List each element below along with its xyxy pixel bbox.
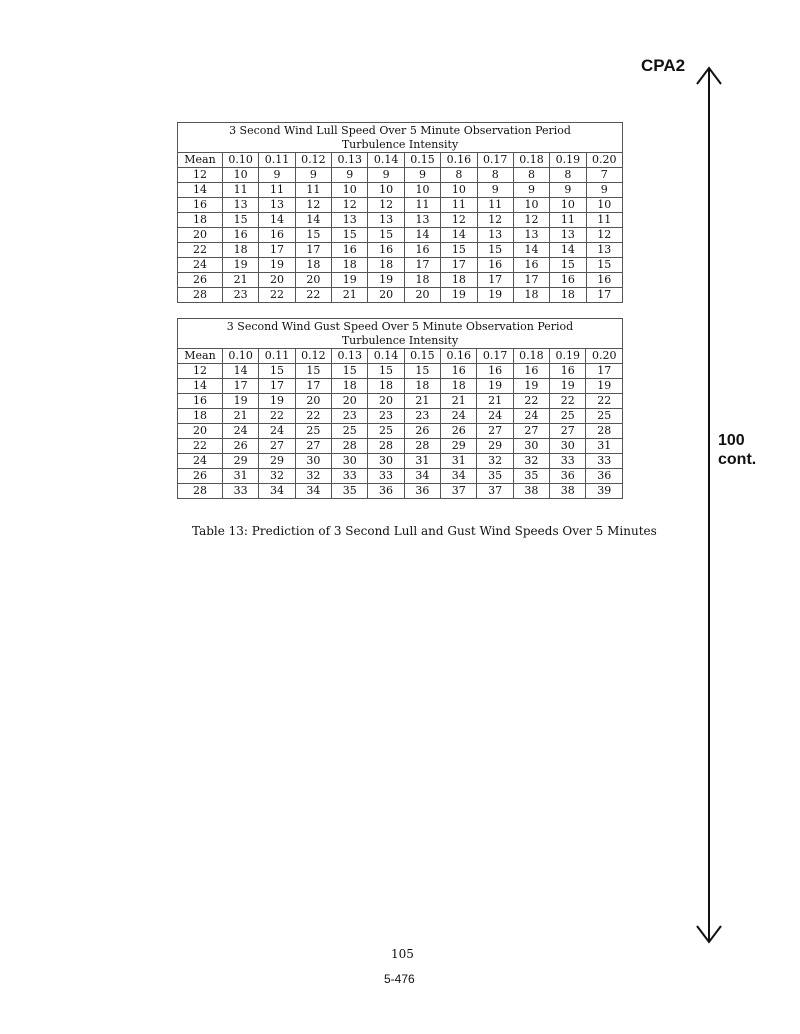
table-cell: 16 [223, 228, 259, 243]
table-cell: 8 [441, 168, 477, 183]
cpa-tag: CPA2 [641, 56, 686, 75]
table-cell: 35 [477, 469, 513, 484]
table-cell: 10 [404, 183, 440, 198]
table-cell: 10 [550, 198, 586, 213]
table-cell: 8 [513, 168, 549, 183]
table-cell: 12 [513, 213, 549, 228]
table-cell: 15 [477, 243, 513, 258]
gust-speed-table [177, 318, 623, 499]
table-cell: 33 [223, 484, 259, 499]
table-cell: 32 [513, 454, 549, 469]
table-cell: 20 [295, 394, 331, 409]
table-cell: 21 [223, 273, 259, 288]
mean-cell: 20 [178, 424, 223, 439]
table-cell: 13 [513, 228, 549, 243]
table-cell: 9 [513, 183, 549, 198]
table-cell: 16 [550, 273, 586, 288]
table-cell: 19 [477, 379, 513, 394]
table-cell: 9 [550, 183, 586, 198]
document-number: 5-476 [384, 972, 415, 986]
mean-cell: 14 [178, 379, 223, 394]
table-cell: 17 [586, 288, 622, 303]
table-cell: 17 [259, 379, 295, 394]
table-cell: 38 [513, 484, 549, 499]
table-cell: 24 [477, 409, 513, 424]
table-cell: 18 [404, 273, 440, 288]
table-cell: 30 [332, 454, 368, 469]
table-cell: 17 [295, 379, 331, 394]
table-cell: 18 [550, 288, 586, 303]
column-header: 0.16 [441, 349, 477, 364]
table-cell: 25 [295, 424, 331, 439]
table-cell: 34 [404, 469, 440, 484]
table-cell: 24 [513, 409, 549, 424]
table-cell: 18 [223, 243, 259, 258]
table-cell: 37 [441, 484, 477, 499]
table-cell: 26 [441, 424, 477, 439]
margin-note-line: cont. [718, 451, 757, 468]
table-cell: 31 [441, 454, 477, 469]
table-cell: 18 [332, 258, 368, 273]
table-cell: 15 [295, 228, 331, 243]
table-cell: 15 [332, 364, 368, 379]
table-cell: 36 [368, 484, 404, 499]
table-cell: 29 [223, 454, 259, 469]
table-cell: 14 [259, 213, 295, 228]
table-cell: 20 [259, 273, 295, 288]
table-cell: 36 [550, 469, 586, 484]
table-cell: 29 [477, 439, 513, 454]
table-cell: 19 [477, 288, 513, 303]
table-cell: 17 [404, 258, 440, 273]
table-row [178, 198, 623, 213]
table-row [178, 379, 623, 394]
column-header: 0.13 [332, 349, 368, 364]
table-cell: 34 [441, 469, 477, 484]
table-cell: 22 [295, 409, 331, 424]
column-header: 0.17 [477, 349, 513, 364]
column-header: 0.13 [332, 153, 368, 168]
table-cell: 14 [404, 228, 440, 243]
table-row [178, 168, 623, 183]
table-cell: 22 [295, 288, 331, 303]
table-cell: 33 [586, 454, 623, 469]
table-cell: 13 [259, 198, 295, 213]
table-cell: 20 [368, 288, 404, 303]
mean-cell: 24 [178, 454, 223, 469]
table-cell: 32 [259, 469, 295, 484]
table-cell: 9 [295, 168, 331, 183]
table-cell: 9 [332, 168, 368, 183]
table-cell: 12 [368, 198, 404, 213]
table-cell: 12 [332, 198, 368, 213]
table-cell: 16 [404, 243, 440, 258]
table-cell: 34 [295, 484, 331, 499]
table-row [178, 183, 623, 198]
table-cell: 16 [477, 364, 513, 379]
table-cell: 20 [295, 273, 331, 288]
table-cell: 9 [259, 168, 295, 183]
table-cell: 27 [513, 424, 549, 439]
table-cell: 35 [332, 484, 368, 499]
table-cell: 18 [332, 379, 368, 394]
table-cell: 22 [586, 394, 623, 409]
table-cell: 18 [295, 258, 331, 273]
table-row [178, 273, 623, 288]
double-arrow-icon [692, 62, 726, 948]
table-cell: 15 [295, 364, 331, 379]
table-cell: 11 [477, 198, 513, 213]
table-cell: 10 [223, 168, 259, 183]
table-cell: 9 [586, 183, 622, 198]
table-cell: 23 [332, 409, 368, 424]
column-header: 0.19 [550, 153, 586, 168]
table-cell: 14 [550, 243, 586, 258]
table-cell: 28 [586, 424, 623, 439]
table-cell: 11 [295, 183, 331, 198]
table-cell: 19 [513, 379, 549, 394]
table-cell: 23 [404, 409, 440, 424]
table-cell: 34 [259, 484, 295, 499]
table-cell: 31 [586, 439, 623, 454]
table-cell: 22 [259, 409, 295, 424]
table-subtitle: Turbulence Intensity [178, 334, 623, 349]
table-cell: 8 [477, 168, 513, 183]
table-cell: 15 [441, 243, 477, 258]
table-cell: 21 [332, 288, 368, 303]
table-row [178, 409, 623, 424]
mean-cell: 24 [178, 258, 223, 273]
table-row [178, 258, 623, 273]
table-cell: 13 [404, 213, 440, 228]
table-cell: 15 [368, 364, 404, 379]
table-cell: 11 [586, 213, 622, 228]
table-cell: 19 [441, 288, 477, 303]
table-cell: 11 [404, 198, 440, 213]
column-header: 0.11 [259, 349, 295, 364]
table-cell: 10 [368, 183, 404, 198]
table-cell: 13 [477, 228, 513, 243]
table-cell: 32 [477, 454, 513, 469]
table-cell: 15 [586, 258, 622, 273]
table-row [178, 424, 623, 439]
mean-cell: 12 [178, 364, 223, 379]
column-header: 0.12 [295, 153, 331, 168]
table-cell: 16 [477, 258, 513, 273]
table-cell: 17 [295, 243, 331, 258]
mean-cell: 12 [178, 168, 223, 183]
column-header: 0.14 [368, 153, 404, 168]
table-cell: 30 [368, 454, 404, 469]
mean-cell: 26 [178, 273, 223, 288]
column-header: 0.15 [404, 153, 440, 168]
table-cell: 21 [404, 394, 440, 409]
table-cell: 10 [441, 183, 477, 198]
table-cell: 14 [513, 243, 549, 258]
table-cell: 19 [332, 273, 368, 288]
table-cell: 10 [332, 183, 368, 198]
table-cell: 14 [441, 228, 477, 243]
column-header: 0.12 [295, 349, 331, 364]
table-cell: 21 [223, 409, 259, 424]
table-cell: 18 [441, 379, 477, 394]
table-row [178, 394, 623, 409]
column-header: 0.20 [586, 153, 622, 168]
table-row [178, 364, 623, 379]
table-cell: 18 [404, 379, 440, 394]
table-cell: 24 [223, 424, 259, 439]
column-header-mean: Mean [178, 349, 223, 364]
table-cell: 39 [586, 484, 623, 499]
mean-cell: 20 [178, 228, 223, 243]
table-title: 3 Second Wind Gust Speed Over 5 Minute Observation Period [178, 319, 623, 335]
table-cell: 13 [586, 243, 622, 258]
table-cell: 19 [586, 379, 623, 394]
mean-cell: 16 [178, 198, 223, 213]
table-cell: 12 [295, 198, 331, 213]
table-cell: 15 [368, 228, 404, 243]
page-number: 105 [391, 947, 414, 961]
table-cell: 25 [586, 409, 623, 424]
mean-cell: 22 [178, 243, 223, 258]
table-cell: 18 [513, 288, 549, 303]
table-cell: 13 [550, 228, 586, 243]
table-cell: 29 [259, 454, 295, 469]
column-header: 0.15 [404, 349, 440, 364]
table-cell: 28 [332, 439, 368, 454]
table-cell: 9 [404, 168, 440, 183]
table-cell: 16 [259, 228, 295, 243]
table-cell: 17 [586, 364, 623, 379]
table-cell: 23 [368, 409, 404, 424]
table-cell: 20 [368, 394, 404, 409]
table-cell: 9 [477, 183, 513, 198]
table-cell: 13 [223, 198, 259, 213]
table-cell: 25 [368, 424, 404, 439]
table-cell: 33 [368, 469, 404, 484]
table-cell: 18 [441, 273, 477, 288]
table-cell: 12 [586, 228, 622, 243]
table-cell: 21 [441, 394, 477, 409]
table-cell: 8 [550, 168, 586, 183]
mean-cell: 16 [178, 394, 223, 409]
table-cell: 13 [332, 213, 368, 228]
table-cell: 17 [259, 243, 295, 258]
table-cell: 19 [223, 258, 259, 273]
table-cell: 23 [223, 288, 259, 303]
mean-cell: 26 [178, 469, 223, 484]
table-title: 3 Second Wind Lull Speed Over 5 Minute Observation Period [178, 123, 623, 139]
table-cell: 17 [441, 258, 477, 273]
table-cell: 10 [586, 198, 622, 213]
margin-note-line: 100 [718, 432, 745, 449]
table-cell: 35 [513, 469, 549, 484]
table-row [178, 288, 623, 303]
table-row [178, 213, 623, 228]
column-header: 0.10 [223, 153, 259, 168]
table-cell: 22 [513, 394, 549, 409]
table-cell: 11 [550, 213, 586, 228]
table-cell: 24 [259, 424, 295, 439]
mean-cell: 28 [178, 288, 223, 303]
table-cell: 9 [368, 168, 404, 183]
table-cell: 14 [223, 364, 259, 379]
table-cell: 27 [259, 439, 295, 454]
table-cell: 12 [477, 213, 513, 228]
table-cell: 16 [513, 364, 549, 379]
table-cell: 15 [550, 258, 586, 273]
column-header: 0.18 [513, 153, 549, 168]
table-cell: 38 [550, 484, 586, 499]
table-cell: 30 [295, 454, 331, 469]
table-cell: 28 [404, 439, 440, 454]
table-row [178, 439, 623, 454]
table-cell: 20 [332, 394, 368, 409]
column-header: 0.19 [550, 349, 586, 364]
table-cell: 22 [259, 288, 295, 303]
table-cell: 15 [223, 213, 259, 228]
table-cell: 12 [441, 213, 477, 228]
column-header: 0.17 [477, 153, 513, 168]
table-cell: 29 [441, 439, 477, 454]
table-cell: 37 [477, 484, 513, 499]
table-row [178, 228, 623, 243]
table-cell: 14 [295, 213, 331, 228]
table-cell: 32 [295, 469, 331, 484]
table-cell: 24 [441, 409, 477, 424]
table-cell: 7 [586, 168, 622, 183]
table-cell: 31 [223, 469, 259, 484]
mean-cell: 28 [178, 484, 223, 499]
table-cell: 25 [332, 424, 368, 439]
table-cell: 27 [550, 424, 586, 439]
table-cell: 16 [550, 364, 586, 379]
table-cell: 36 [404, 484, 440, 499]
table-cell: 17 [513, 273, 549, 288]
mean-cell: 14 [178, 183, 223, 198]
column-header: 0.20 [586, 349, 623, 364]
table-cell: 11 [259, 183, 295, 198]
table-cell: 19 [550, 379, 586, 394]
column-header: 0.14 [368, 349, 404, 364]
table-cell: 18 [368, 379, 404, 394]
table-cell: 16 [368, 243, 404, 258]
table-cell: 26 [223, 439, 259, 454]
table-cell: 19 [259, 258, 295, 273]
table-row [178, 469, 623, 484]
mean-cell: 18 [178, 409, 223, 424]
table-cell: 30 [513, 439, 549, 454]
table-row [178, 454, 623, 469]
mean-cell: 18 [178, 213, 223, 228]
table-cell: 28 [368, 439, 404, 454]
table-cell: 16 [586, 273, 622, 288]
table-cell: 16 [441, 364, 477, 379]
table-cell: 16 [513, 258, 549, 273]
table-cell: 31 [404, 454, 440, 469]
table-cell: 26 [404, 424, 440, 439]
margin-note [718, 431, 756, 469]
table-cell: 18 [368, 258, 404, 273]
table-cell: 15 [332, 228, 368, 243]
table-cell: 19 [223, 394, 259, 409]
table-cell: 19 [259, 394, 295, 409]
table-cell: 11 [441, 198, 477, 213]
table-cell: 36 [586, 469, 623, 484]
table-cell: 22 [550, 394, 586, 409]
table-row [178, 243, 623, 258]
table-subtitle: Turbulence Intensity [178, 138, 623, 153]
mean-cell: 22 [178, 439, 223, 454]
table-cell: 21 [477, 394, 513, 409]
column-header-mean: Mean [178, 153, 223, 168]
table-cell: 15 [259, 364, 295, 379]
table-cell: 27 [477, 424, 513, 439]
column-header: 0.10 [223, 349, 259, 364]
table-cell: 15 [404, 364, 440, 379]
table-cell: 19 [368, 273, 404, 288]
table-cell: 20 [404, 288, 440, 303]
table-cell: 11 [223, 183, 259, 198]
table-cell: 27 [295, 439, 331, 454]
table-cell: 13 [368, 213, 404, 228]
table-row [178, 484, 623, 499]
table-cell: 17 [223, 379, 259, 394]
column-header: 0.18 [513, 349, 549, 364]
table-cell: 30 [550, 439, 586, 454]
column-header: 0.16 [441, 153, 477, 168]
table-cell: 17 [477, 273, 513, 288]
table-cell: 33 [550, 454, 586, 469]
table-caption: Table 13: Prediction of 3 Second Lull and Gust Wind Speeds Over 5 Minutes [192, 524, 657, 538]
table-cell: 16 [332, 243, 368, 258]
lull-speed-table [177, 122, 623, 303]
table-cell: 25 [550, 409, 586, 424]
table-cell: 10 [513, 198, 549, 213]
column-header: 0.11 [259, 153, 295, 168]
table-cell: 33 [332, 469, 368, 484]
